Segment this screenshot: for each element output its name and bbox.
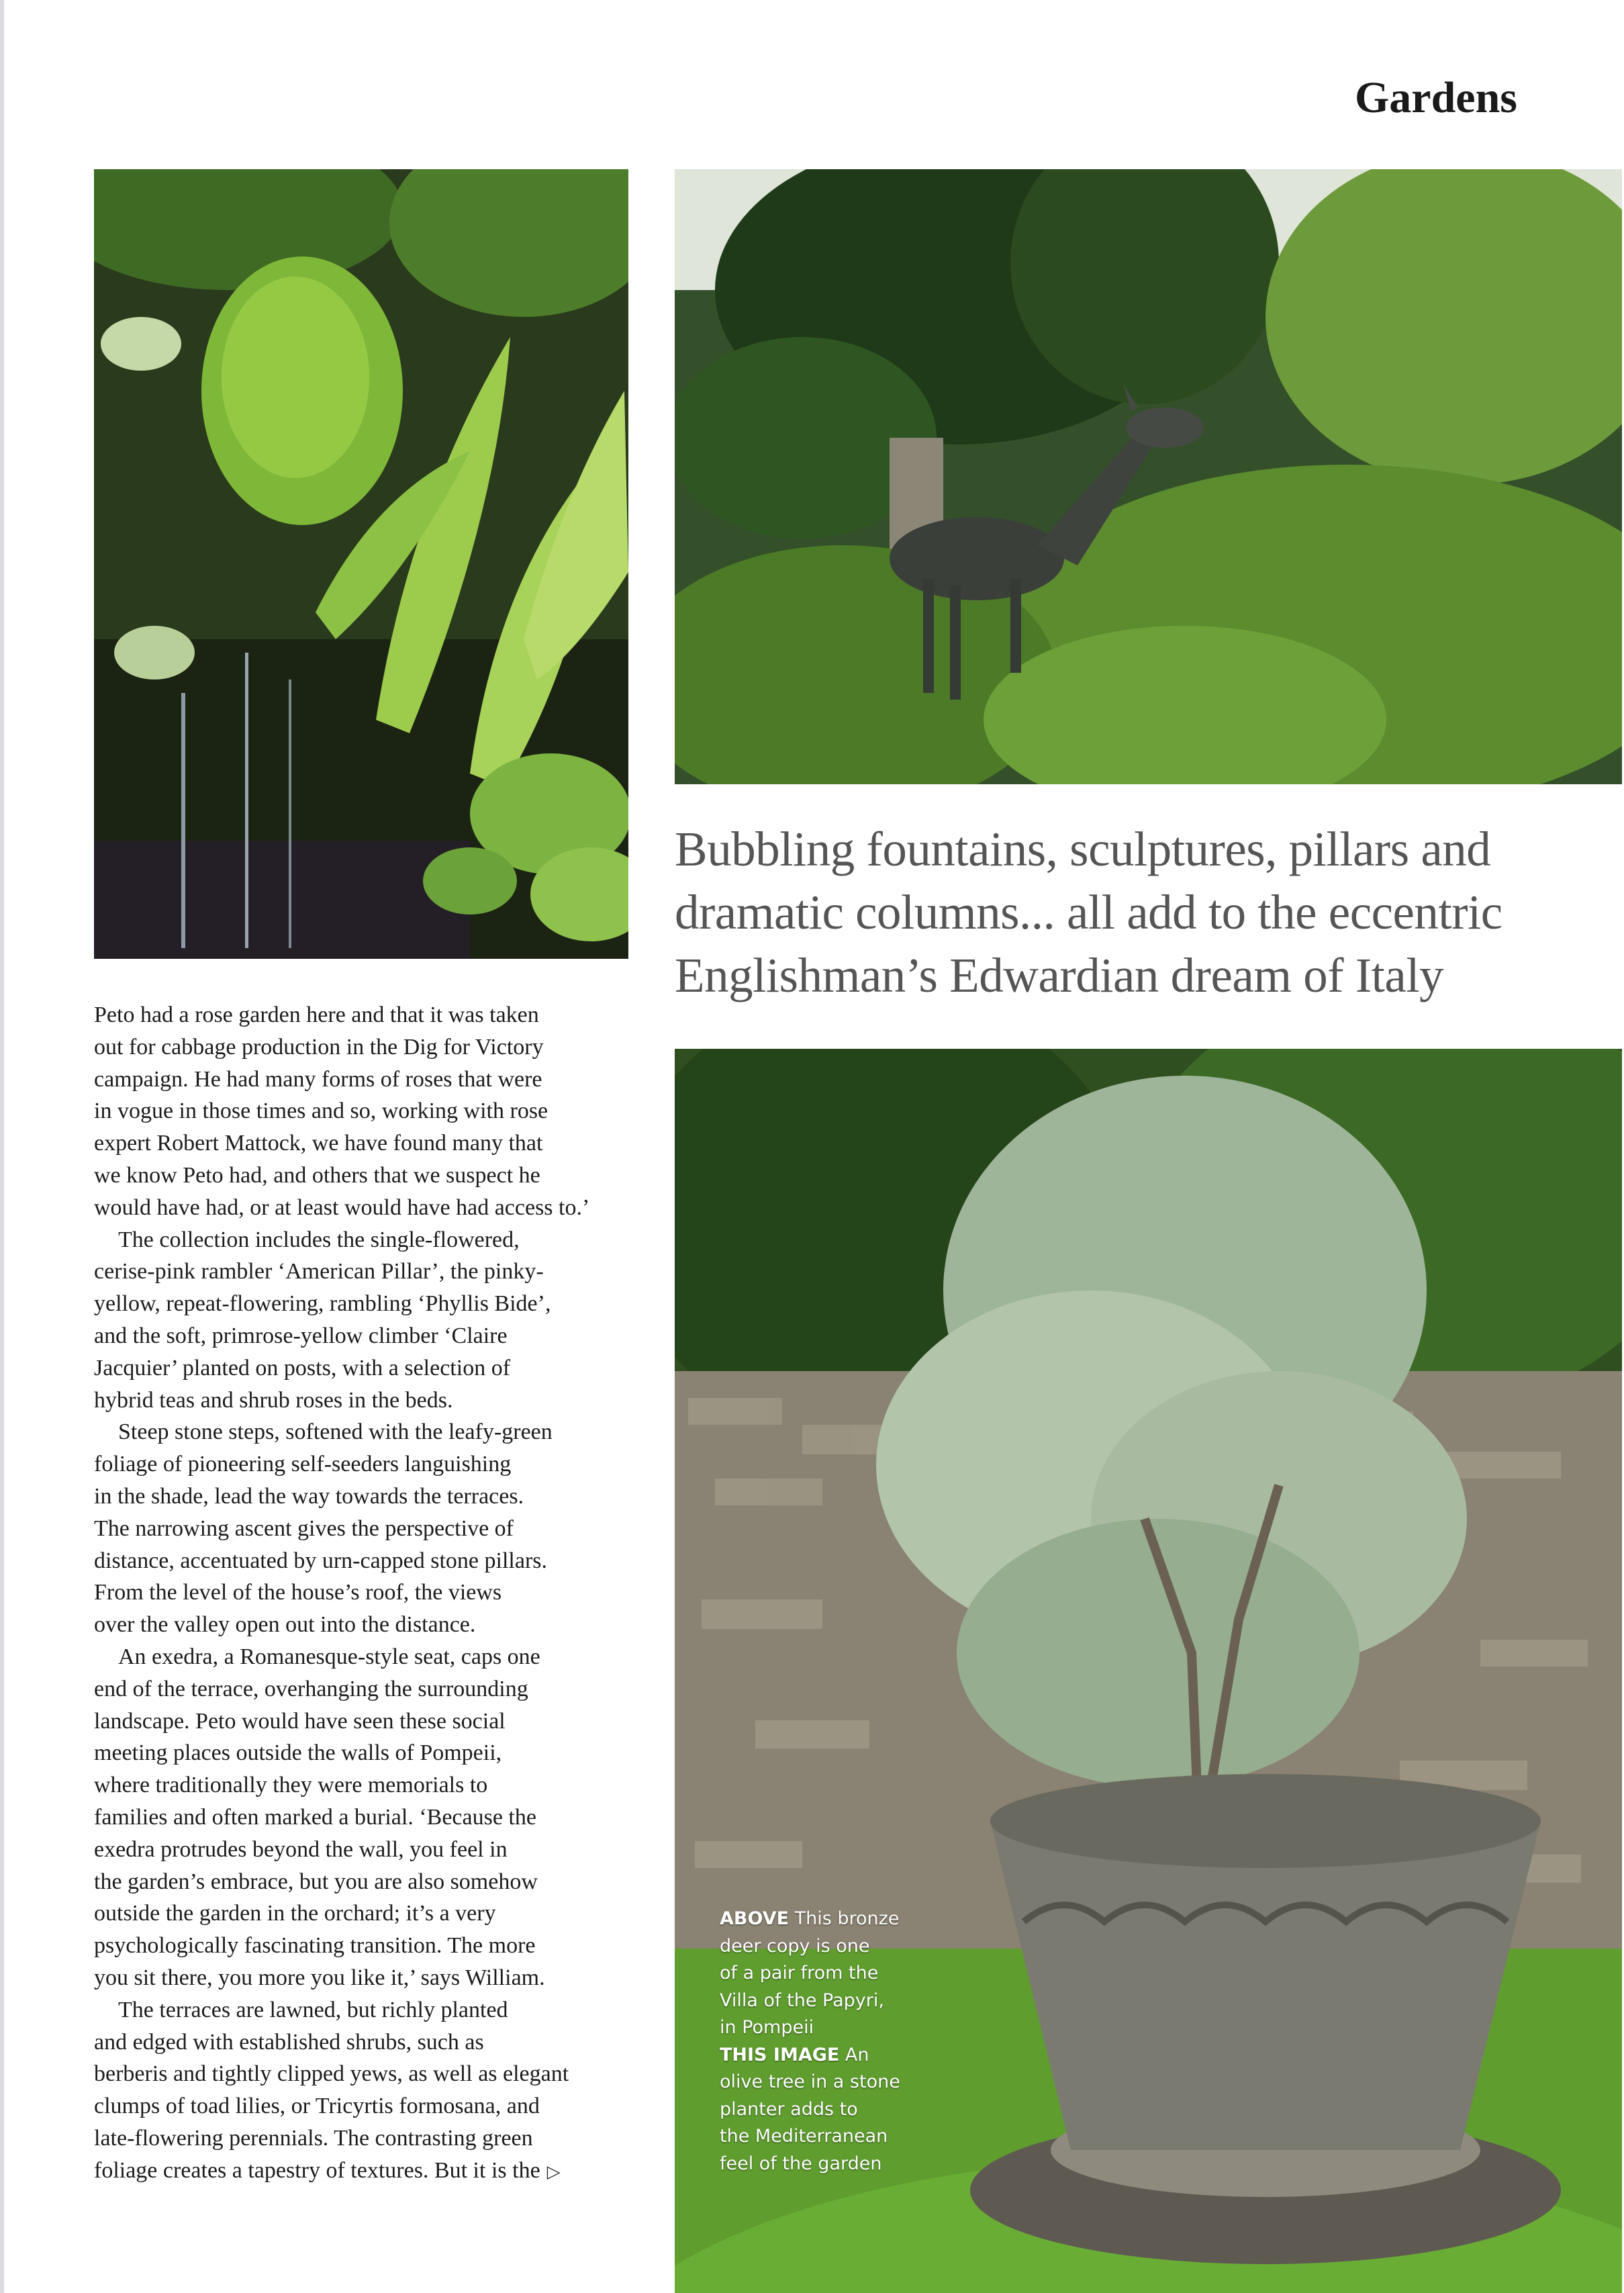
pull-quote-line: dramatic columns... all add to the eccentric	[675, 885, 1502, 939]
caption-line: of a pair from the	[720, 1963, 879, 1983]
body-line: Jacquier’ planted on posts, with a selection of	[94, 1355, 511, 1381]
fern-waterfall-photo	[94, 169, 628, 959]
body-line: psychologically fascinating transition. The more	[94, 1933, 536, 1959]
page-edge	[0, 0, 4, 2293]
section-title: Gardens	[1354, 73, 1517, 122]
caption-line: planter adds to	[720, 2098, 858, 2120]
body-line: Peto had a rose garden here and that it was taken	[94, 1002, 539, 1027]
body-line: landscape. Peto would have seen these social	[94, 1708, 506, 1734]
article-body	[94, 999, 631, 2186]
triangle-arrow-icon: ▷	[546, 2161, 561, 2182]
pull-quote-line: Bubbling fountains, sculptures, pillars and	[675, 822, 1491, 876]
body-line: would have had, or at least would have had access to.’	[94, 1195, 590, 1220]
body-line: we know Peto had, and others that we suspect he	[94, 1162, 540, 1188]
bronze-deer-photo	[675, 169, 1622, 784]
body-line: From the level of the house’s roof, the views	[94, 1580, 502, 1605]
body-line: foliage creates a tapestry of textures. But it is the	[94, 2157, 540, 2183]
caption-line: An	[845, 2044, 869, 2065]
body-line: foliage of pioneering self-seeders languishing	[94, 1452, 512, 1477]
body-line: clumps of toad lilies, or Tricyrtis formosana, and	[94, 2094, 540, 2119]
body-line: campaign. He had many forms of roses that were	[94, 1066, 542, 1092]
body-line: the garden’s embrace, but you are also somehow	[94, 1869, 538, 1894]
caption-line: in Pompeii	[720, 2017, 814, 2038]
body-line: The terraces are lawned, but richly planted	[118, 1997, 508, 2022]
body-line: families and often marked a burial. ‘Because the	[94, 1804, 536, 1830]
body-line: where traditionally they were memorials to	[94, 1773, 488, 1798]
caption-line: olive tree in a stone	[720, 2071, 900, 2092]
body-line: An exedra, a Romanesque-style seat, caps one	[118, 1644, 540, 1669]
body-line: meeting places outside the walls of Pompeii,	[94, 1740, 502, 1766]
photo-caption	[720, 1906, 935, 2178]
body-line: and edged with established shrubs, such as	[94, 2029, 484, 2055]
body-line: over the valley open out into the distance.	[94, 1612, 476, 1638]
body-line: distance, accentuated by urn-capped stone pillars.	[94, 1548, 548, 1573]
body-line: expert Robert Mattock, we have found many that	[94, 1131, 543, 1156]
caption-line: the Mediterranean	[720, 2126, 888, 2147]
body-line: outside the garden in the orchard; it’s a very	[94, 1901, 496, 1926]
body-line: end of the terrace, overhanging the surrounding	[94, 1676, 528, 1701]
body-line: late-flowering perennials. The contrasting green	[94, 2125, 533, 2151]
body-line: in vogue in those times and so, working with rose	[94, 1098, 548, 1124]
body-line: and the soft, primrose-yellow climber ‘Claire	[94, 1323, 508, 1348]
pull-quote-line: Englishman’s Edwardian dream of Italy	[675, 948, 1444, 1002]
body-line: out for cabbage production in the Dig for Victory	[94, 1034, 544, 1060]
body-line: cerise-pink rambler ‘American Pillar’, the pinky-	[94, 1259, 544, 1284]
pull-quote	[675, 818, 1547, 1007]
body-line: The narrowing ascent gives the perspective of	[94, 1515, 514, 1541]
caption-line: Villa of the Papyri,	[720, 1990, 884, 2011]
caption-line: feel of the garden	[720, 2153, 882, 2174]
body-line: exedra protrudes beyond the wall, you feel in	[94, 1836, 508, 1862]
body-line: berberis and tightly clipped yews, as well as elegant	[94, 2061, 569, 2087]
body-line: Steep stone steps, softened with the leafy-green	[118, 1419, 553, 1445]
body-line: The collection includes the single-flowered,	[118, 1227, 520, 1252]
caption-line: deer copy is one	[720, 1935, 870, 1957]
body-line: you sit there, you more you like it,’ says William.	[94, 1965, 545, 1990]
caption-above-label: ABOVE	[720, 1908, 790, 1929]
caption-line: This bronze	[794, 1908, 900, 1929]
body-line: yellow, repeat-flowering, rambling ‘Phyllis Bide’,	[94, 1291, 551, 1317]
caption-this-label: THIS IMAGE	[720, 2044, 840, 2065]
body-line: hybrid teas and shrub roses in the beds.	[94, 1387, 453, 1413]
body-line: in the shade, lead the way towards the terraces.	[94, 1483, 524, 1509]
